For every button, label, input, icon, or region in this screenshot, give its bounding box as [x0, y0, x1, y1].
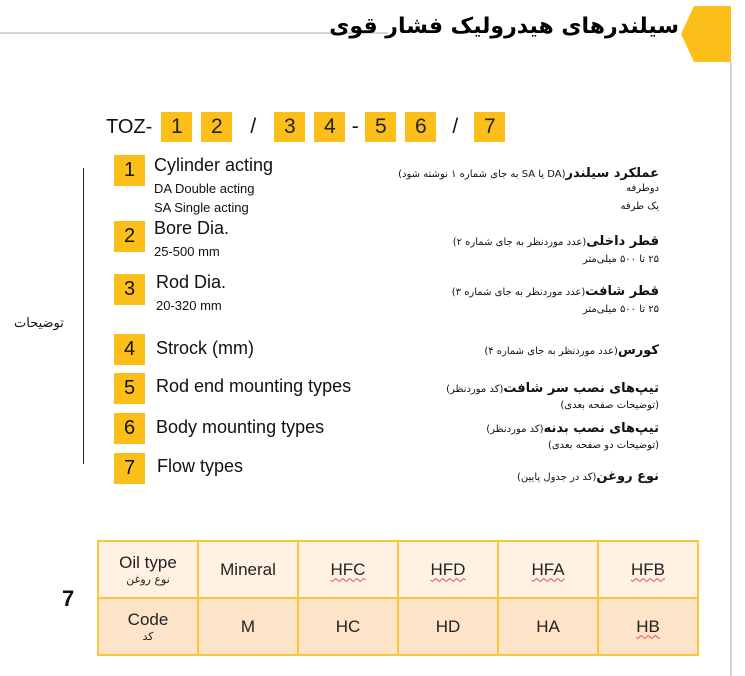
item-fa-description	[484, 339, 659, 358]
code-box-5: 5	[365, 112, 396, 142]
item-number-box: 2	[114, 221, 145, 252]
code-separator: /	[250, 115, 257, 138]
code-box-2: 2	[201, 112, 232, 142]
model-code-format	[106, 112, 505, 142]
item-number-box: 4	[114, 334, 145, 365]
item-fa-description	[486, 417, 659, 436]
code-box-1: 1	[161, 112, 192, 142]
code-box-3: 3	[274, 112, 305, 142]
item-fa-title: تیپ‌های نصب سر شافت	[503, 381, 659, 396]
table-cell: HB	[598, 598, 698, 655]
item-fa-note: (عدد موردنظر به جای شماره ۳)	[451, 287, 586, 298]
table-cell: HD	[398, 598, 498, 655]
item-fa-title: کورس	[617, 343, 659, 358]
code-box-4: 4	[314, 112, 345, 142]
item-subtitle: DA Double acting	[154, 181, 255, 196]
item-fa-note: (عدد موردنظر به جای شماره ۴)	[484, 346, 618, 357]
item-title: Flow types	[157, 456, 244, 476]
item-fa-subtitle: (توضیحات صفحه بعدی)	[560, 400, 659, 411]
item-number-box: 6	[114, 413, 145, 444]
item-fa-subtitle: ۲۵ تا ۵۰۰ میلی‌متر	[582, 304, 659, 315]
item-title: Strock (mm)	[156, 338, 254, 358]
table-cell: M	[198, 598, 298, 655]
table-cell: Mineral	[198, 541, 298, 598]
item-fa-note: (عدد موردنظر به جای شماره ۲)	[452, 237, 587, 248]
oil-type-table	[97, 540, 699, 656]
item-fa-description	[446, 377, 659, 396]
table-row-oil-type	[98, 541, 698, 598]
item-fa-title: عملکرد سیلندر	[565, 166, 659, 181]
table-cell: HFA	[498, 541, 598, 598]
code-prefix: TOZ-	[106, 115, 153, 138]
item-fa-title: نوع روغن	[596, 469, 659, 484]
item-title: Bore Dia.	[154, 218, 230, 238]
item-fa-subtitle: دوطرفه	[626, 183, 659, 194]
item-fa-subtitle: یک طرفه	[620, 201, 659, 212]
item-fa-description	[452, 280, 659, 299]
table-cell: HA	[498, 598, 598, 655]
table-cell: HFC	[298, 541, 398, 598]
descriptions-label: توضیحات	[14, 316, 64, 331]
item-number-box: 3	[114, 274, 145, 305]
right-edge-rule	[730, 62, 732, 676]
item-fa-note: (کد موردنظر)	[446, 384, 504, 395]
page-title: سیلندرهای هیدرولیک فشار قوی	[329, 14, 679, 39]
oil-table-label: 7	[62, 586, 75, 611]
item-title: Rod Dia.	[156, 272, 227, 292]
item-fa-subtitle: (توضیحات دو صفحه بعدی)	[547, 440, 659, 451]
item-subtitle: 25-500 mm	[154, 244, 220, 259]
item-number-box: 1	[114, 155, 145, 186]
row-header-oil-type: Oil type نوع روغن	[98, 541, 198, 598]
item-subtitle: SA Single acting	[154, 200, 249, 215]
code-box-7: 7	[474, 112, 505, 142]
item-fa-description	[517, 465, 659, 484]
title-accent-hexagon-icon	[681, 6, 731, 62]
item-fa-title: قطر داخلی	[586, 234, 659, 249]
table-cell: HC	[298, 598, 398, 655]
item-fa-subtitle: ۲۵ تا ۵۰۰ میلی‌متر	[582, 254, 659, 265]
item-number-box: 5	[114, 373, 145, 404]
table-row-code	[98, 598, 698, 655]
item-fa-description	[398, 162, 659, 181]
item-title: Body mounting types	[156, 417, 325, 437]
row-header-code: Code کد	[98, 598, 198, 655]
code-box-6: 6	[405, 112, 436, 142]
code-separator: -	[351, 115, 359, 138]
item-fa-title: قطر شافت	[585, 284, 659, 299]
item-fa-note: (DA یا SA به جای شماره ۱ نوشته شود)	[398, 169, 566, 180]
item-fa-title: تیپ‌های نصب بدنه	[543, 421, 659, 436]
descriptions-bracket-line	[83, 168, 84, 464]
item-fa-note: (کد موردنظر)	[486, 424, 544, 435]
item-title: Rod end mounting types	[156, 376, 352, 396]
item-subtitle: 20-320 mm	[156, 298, 222, 313]
item-number-box: 7	[114, 453, 145, 484]
item-title: Cylinder acting	[154, 155, 274, 175]
table-cell: HFB	[598, 541, 698, 598]
table-cell: HFD	[398, 541, 498, 598]
item-fa-description	[453, 230, 659, 249]
code-separator: /	[452, 115, 459, 138]
item-fa-note: (کد در جدول پایین)	[517, 472, 597, 483]
